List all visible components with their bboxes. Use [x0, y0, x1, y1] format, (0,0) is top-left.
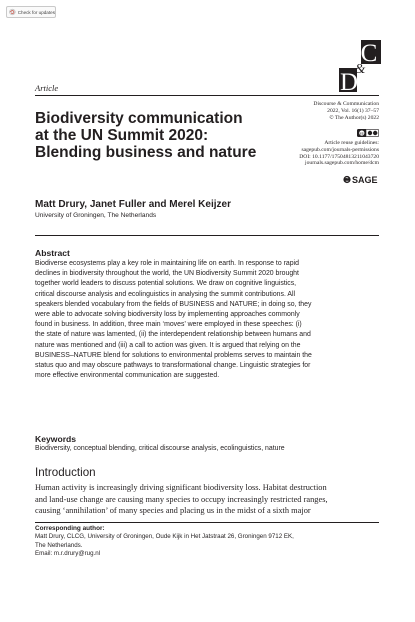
copyright: © The Author(s) 2022: [329, 114, 379, 121]
journal-name: Discourse & Communication: [313, 101, 379, 107]
correspondence-line: Matt Drury, CLCG, University of Groningen, Oude Kijk in Het Jatstraat 26, Groningen 9712 EK,: [35, 533, 294, 540]
correspondence-line: The Netherlands.: [35, 541, 83, 549]
introduction-heading: Introduction: [35, 466, 96, 479]
keywords-heading: Keywords: [35, 434, 77, 444]
permissions-link[interactable]: sagepub.com/journals-permissions: [301, 146, 379, 153]
affiliation: University of Groningen, The Netherlands: [35, 212, 157, 219]
abstract-line: more effective environmental communication are suggested.: [35, 372, 220, 380]
abstract-line: together world leaders to discuss potential solutions. We draw on cognitive linguistics,: [35, 280, 297, 288]
journal-volume: 2022, Vol. 16(1) 37–57: [327, 107, 379, 114]
title-line: Blending business and nature: [35, 144, 257, 161]
logo-letter-c: C: [360, 40, 378, 67]
abstract-line: speakers blended vocabulary from the fields of BUSINESS and NATURE; in doing so, they: [35, 300, 312, 308]
abstract-body: [35, 259, 379, 381]
journal-home-link[interactable]: journals.sagepub.com/home/dcm: [305, 160, 379, 167]
introduction-line: causing ‘annihilation’ of many species and placing us in the midst of a sixth major: [35, 506, 311, 516]
abstract-heading: Abstract: [35, 248, 70, 258]
introduction-line: Human activity is increasingly driving significant biodiversity loss. Habitat destruction: [35, 483, 327, 492]
abstract-divider: [35, 235, 379, 236]
abstract-line: were able to advocate solving biodiversity loss by implementing approaches commonly: [35, 311, 300, 319]
cc-badge-text: cc: [359, 131, 364, 136]
logo-letter-d: D: [339, 69, 359, 92]
abstract-line: critical discourse analysis and ecolinguistics in analysing the summit contributions. All: [35, 290, 296, 298]
abstract-line: nature was mentioned and (iii) a call to action was given. It is argued that relying on the: [35, 341, 301, 349]
doi-link[interactable]: DOI: 10.1177/17504813211043720: [299, 153, 379, 160]
creative-commons-icon[interactable]: [357, 129, 379, 137]
article-type-label: Article: [35, 83, 59, 93]
refresh-icon: [9, 8, 16, 16]
article-title: [35, 110, 275, 161]
journal-logo: [339, 40, 381, 92]
check-for-updates-badge[interactable]: [6, 6, 56, 18]
publisher-name: SAGE: [352, 175, 378, 184]
abstract-line: found in business. In addition, three main ‘moves’ were employed in these speeches: (i): [35, 321, 302, 329]
corresponding-author-details: [35, 533, 335, 559]
abstract-line: the state of nature was lamented, (ii) the interdependent relationship between humans and: [35, 331, 311, 339]
header-divider: [35, 95, 379, 96]
abstract-line: status quo and may obscure pathways to transformational change. Linguistic strategies for: [35, 362, 311, 370]
abstract-line: BUSINESS–NATURE blend for solutions to environmental problems serves to maintain the: [35, 351, 312, 359]
title-line: at the UN Summit 2020:: [35, 127, 209, 144]
sage-logo: [343, 175, 379, 184]
correspondence-email[interactable]: Email: m.r.drury@rug.nl: [35, 550, 101, 558]
journal-metadata: [259, 101, 379, 121]
introduction-line: and land-use change are causing many species to occupy increasingly restricted ranges,: [35, 494, 328, 504]
introduction-body: [35, 482, 379, 517]
reuse-label: Article reuse guidelines:: [324, 140, 379, 146]
check-for-updates-label: Check for updates: [17, 9, 55, 15]
title-line: Biodiversity communication: [35, 110, 243, 127]
logo-ampersand: &: [354, 62, 366, 77]
author-list: Matt Drury, Janet Fuller and Merel Keijzer: [35, 199, 231, 210]
footnote-divider: [35, 522, 379, 523]
reuse-guidelines: [259, 140, 379, 167]
corresponding-author-heading: Corresponding author:: [35, 525, 105, 532]
abstract-line: Biodiverse ecosystems play a key role in maintaining life on earth. In response to rapid: [35, 260, 299, 267]
abstract-line: declines in biodiversity throughout the world, the UN Biodiversity Summit 2020 brought: [35, 270, 299, 278]
keywords-list: Biodiversity, conceptual blending, critical discourse analysis, ecolinguistics, nature: [35, 445, 285, 452]
